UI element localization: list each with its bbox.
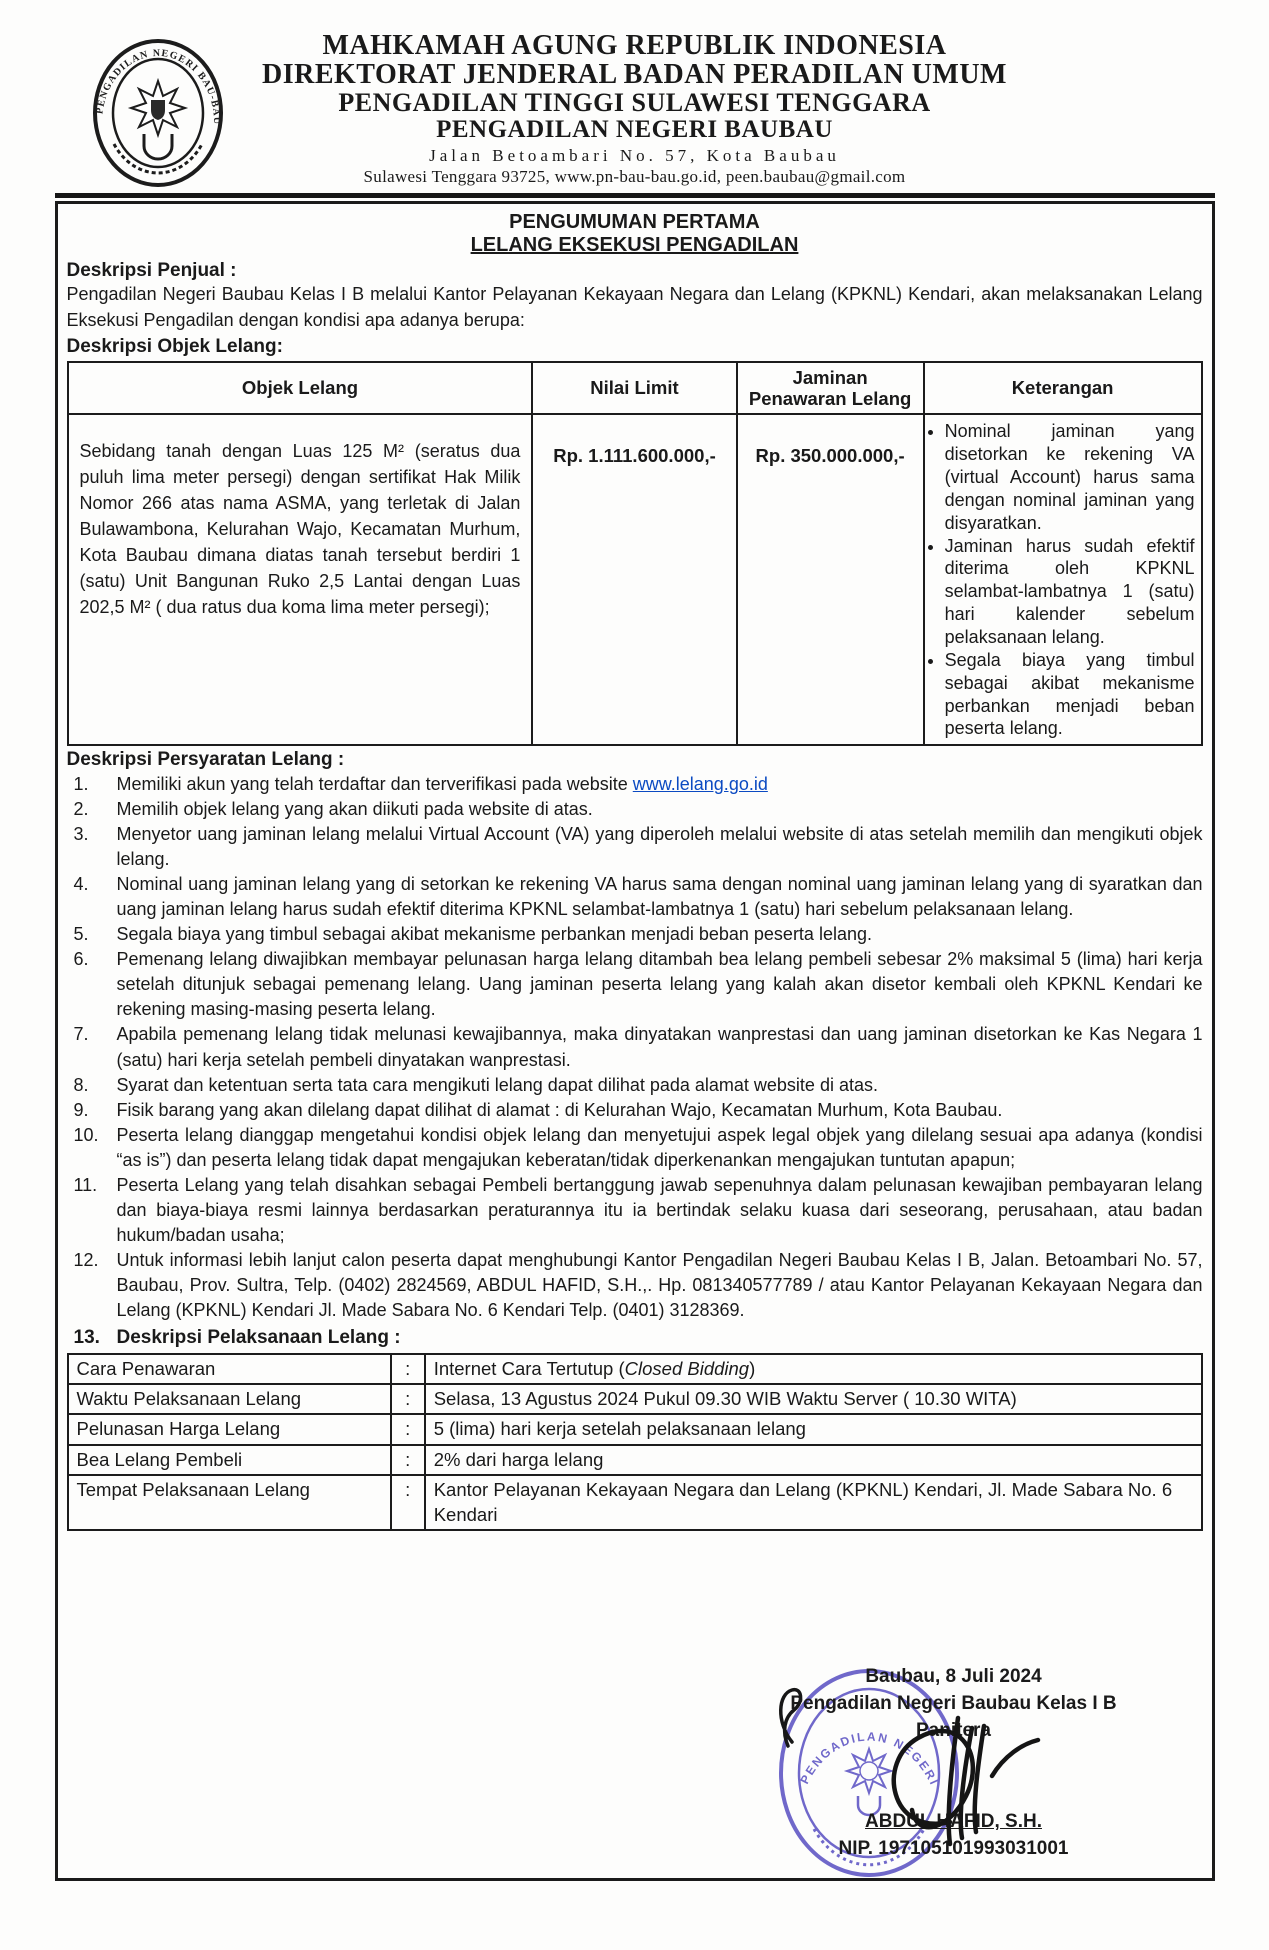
table-row [68, 1445, 1202, 1475]
object-table-header-row [68, 362, 1202, 415]
item-text: Fisik barang yang akan dilelang dapat dilihat di alamat : di Kelurahan Wajo, Kecamatan Murhum, Kota Baubau. [116, 1099, 1003, 1120]
exec-value-italic: Closed Bidding [624, 1357, 750, 1379]
item-text: Pemenang lelang diwajibkan membayar pelunasan harga lelang ditambah bea lelang pembeli sebesar 2% maksimal 5 (lima) hari kerja setelah ditunjuk sebagai pemenang lelang. Uang jaminan peserta lelang yang kalah akan disetor kembali oleh KPKNL Kendari ke rekening masing-masing peserta lelang. [116, 949, 1203, 1020]
exec-separator: : [391, 1354, 425, 1384]
list-item [67, 1248, 1203, 1323]
announcement-title-block [67, 211, 1203, 257]
list-item [67, 872, 1203, 922]
col-header-nilai-limit: Nilai Limit [532, 362, 736, 415]
list-item [67, 947, 1203, 1022]
limit-value-cell: Rp. 1.111.600.000,- [532, 414, 736, 745]
list-item [67, 1123, 1203, 1173]
announcement-subtitle: LELANG EKSEKUSI PENGADILAN [470, 234, 799, 257]
exec-value [425, 1354, 1202, 1384]
execution-heading-number: 13. [73, 1326, 100, 1348]
item-text: Nominal uang jaminan lelang yang di setorkan ke rekening VA harus sama dengan nominal uang jaminan lelang yang di syaratkan dan uang jaminan lelang harus sudah efektif diterima KPKNL selambat-lambatnya 1 (satu) hari sebelum pelaksanaan lelang. [116, 874, 1203, 920]
letterhead-contact-line: Sulawesi Tenggara 93725, www.pn-bau-bau.go.id, peen.baubau@gmail.com [363, 167, 906, 187]
exec-value: Kantor Pelayanan Kekayaan Negara dan Lelang (KPKNL) Kendari, Jl. Made Sabara No. 6 Kendari [425, 1475, 1202, 1530]
list-item [67, 822, 1203, 872]
item-text: Memiliki akun yang telah terdaftar dan terverifikasi pada website [116, 774, 633, 795]
list-item [67, 1098, 1203, 1123]
signature-office: Pengadilan Negeri Baubau Kelas I B [790, 1693, 1117, 1715]
item-number: 8. [73, 1074, 89, 1095]
signatory-name: ABDUL HAFID, S.H. [865, 1811, 1042, 1833]
seller-description: Pengadilan Negeri Baubau Kelas I B melalui Kantor Pelayanan Kekayaan Negara dan Lelang (KPKNL) Kendari, akan melaksanakan Lelang Eksekusi Pengadilan dengan kondisi apa adanya berupa: [66, 284, 1203, 330]
table-row [68, 1354, 1202, 1384]
item-number: 1. [73, 774, 89, 795]
item-number: 6. [73, 949, 89, 970]
remark-item: • Segala biaya yang timbul sebagai akibat mekanisme perbankan menjadi beban peserta lelang. [945, 649, 1195, 740]
auction-object-table [67, 361, 1203, 747]
object-heading: Deskripsi Objek Lelang: [66, 335, 283, 357]
item-number: 3. [73, 824, 89, 845]
letterhead-line-3: PENGADILAN TINGGI SULAWESI TENGGARA [338, 88, 931, 118]
remarks-cell [924, 414, 1202, 745]
table-row [68, 1475, 1202, 1530]
execution-heading-row [67, 1327, 1203, 1349]
remarks-bullet-list [927, 420, 1195, 740]
signature-block [704, 1664, 1204, 1870]
item-number: 9. [73, 1099, 89, 1120]
stamp-curved-text: PENGADILAN NEGERI [796, 1729, 942, 1789]
item-text: Memilih objek lelang yang akan diikuti pada website di atas. [116, 799, 593, 820]
item-number: 10. [73, 1124, 99, 1145]
item-text: Peserta Lelang yang telah disahkan sebagai Pembeli bertanggung jawab sepenuhnya dalam pelunasan kewajiban pembayaran lelang dan biaya-biaya resmi lainnya berdasarkan peraturannya itu ia bertindak selaku kuasa dari seseorang, perusahaan, atau badan hukum/badan usaha; [116, 1174, 1203, 1245]
item-number: 2. [73, 799, 89, 820]
exec-label: Bea Lelang Pembeli [68, 1445, 391, 1475]
signatory-nip: NIP. 197105101993031001 [838, 1838, 1069, 1860]
letterhead [0, 0, 1269, 187]
letterhead-divider [55, 193, 1215, 198]
exec-label: Pelunasan Harga Lelang [68, 1414, 391, 1444]
requirements-heading: Deskripsi Persyaratan Lelang : [66, 749, 345, 771]
col-header-objek-lelang: Objek Lelang [68, 362, 533, 415]
item-number: 11. [73, 1174, 98, 1195]
exec-separator: : [391, 1414, 425, 1444]
signature-icon [854, 1704, 1044, 1859]
list-item [67, 1073, 1203, 1098]
col-header-jaminan: Jaminan Penawaran Lelang [737, 362, 924, 415]
list-item [67, 797, 1203, 822]
seller-heading: Deskripsi Penjual : [66, 260, 237, 282]
table-row [68, 414, 1202, 745]
table-row [68, 1384, 1202, 1414]
exec-value-text: Internet Cara Tertutup ( [433, 1357, 625, 1379]
item-text: Syarat dan ketentuan serta tata cara mengikuti lelang dapat dilihat pada alamat website di atas. [116, 1074, 878, 1095]
list-item [67, 922, 1203, 947]
item-text: Segala biaya yang timbul sebagai akibat mekanisme perbankan menjadi beban peserta lelang. [116, 924, 872, 945]
list-item [67, 772, 1203, 797]
announcement-title: PENGUMUMAN PERTAMA [509, 211, 760, 234]
letterhead-line-4: PENGADILAN NEGERI BAUBAU [436, 116, 833, 144]
list-item [67, 1173, 1203, 1248]
execution-heading: Deskripsi Pelaksanaan Lelang : [116, 1326, 401, 1348]
exec-value: 5 (lima) hari kerja setelah pelaksanaan lelang [425, 1414, 1202, 1444]
item-text: Menyetor uang jaminan lelang melalui Virtual Account (VA) yang diperoleh melalui website di atas setelah memilih dan mengikuti objek lelang. [116, 824, 1203, 870]
exec-value: 2% dari harga lelang [425, 1445, 1202, 1475]
remark-item: • Nominal jaminan yang disetorkan ke rekening VA (virtual Account) harus sama dengan nominal jaminan yang disyaratkan. [945, 420, 1195, 534]
exec-separator: : [391, 1475, 425, 1530]
requirements-list [67, 772, 1203, 1322]
signature-role: Panitera [916, 1720, 991, 1742]
col-header-keterangan: Keterangan [924, 362, 1202, 415]
item-text: Peserta lelang dianggap mengetahui kondisi objek lelang dan menyetujui aspek legal objek yang dilelang sesuai apa adanya (kondisi “as is”) dan peserta lelang tidak dapat mengajukan keberatan/tidak diperkenankan mengajukan tuntutan apapun; [116, 1124, 1203, 1170]
exec-separator: : [391, 1445, 425, 1475]
guarantee-value-cell: Rp. 350.000.000,- [737, 414, 924, 745]
exec-value: Selasa, 13 Agustus 2024 Pukul 09.30 WIB Waktu Server ( 10.30 WITA) [425, 1384, 1202, 1414]
letterhead-line-2: DIREKTORAT JENDERAL BADAN PERADILAN UMUM [262, 58, 1007, 90]
exec-label: Waktu Pelaksanaan Lelang [68, 1384, 391, 1414]
exec-label: Tempat Pelaksanaan Lelang [68, 1475, 391, 1530]
exec-value-text: ) [749, 1357, 756, 1379]
court-seal-icon [88, 36, 228, 190]
lelang-website-link[interactable]: www.lelang.go.id [632, 774, 768, 795]
paraf-initial-icon [770, 1684, 810, 1750]
execution-details-table [67, 1353, 1203, 1531]
letterhead-street-address: Jalan Betoambari No. 57, Kota Baubau [429, 146, 840, 166]
item-number: 7. [73, 1024, 89, 1045]
item-number: 5. [73, 924, 89, 945]
item-number: 12. [73, 1249, 99, 1270]
item-number: 4. [73, 874, 89, 895]
item-text: Untuk informasi lebih lanjut calon peserta dapat menghubungi Kantor Pengadilan Negeri Baubau Kelas I B, Jalan. Betoambari No. 57, Baubau, Prov. Sultra, Telp. (0402) 2824569, ABDUL HAFID, S.H.,. Hp. 081340577789 / atau Kantor Pelayanan Kekayaan Negara dan Lelang (KPKNL) Kendari Jl. Made Sabara No. 6 Kendari Telp. (0401) 3128369. [116, 1249, 1203, 1320]
remark-item: • Jaminan harus sudah efektif diterima oleh KPKNL selambat-lambatnya 1 (satu) hari kalender sebelum pelaksanaan lelang. [945, 535, 1195, 649]
item-text: Apabila pemenang lelang tidak melunasi kewajibannya, maka dinyatakan wanprestasi dan uang jaminan disetorkan ke Kas Negara 1 (satu) hari kerja setelah pembeli dinyatakan wanprestasi. [116, 1024, 1203, 1070]
exec-label: Cara Penawaran [68, 1354, 391, 1384]
seal-curved-text: PENGADILAN NEGERI BAU-BAU [94, 47, 223, 126]
object-description-cell: Sebidang tanah dengan Luas 125 M² (seratus dua puluh lima meter persegi) dengan sertifikat Hak Milik Nomor 266 atas nama ASMA, yang terletak di Jalan Bulawambona, Kelurahan Wajo, Kecamatan Murhum, Kota Baubau dimana diatas tanah tersebut berdiri 1 (satu) Unit Bangunan Ruko 2,5 Lantai dengan Luas 202,5 M² ( dua ratus dua koma lima meter persegi); [68, 414, 533, 745]
table-row [68, 1414, 1202, 1444]
list-item [67, 1022, 1203, 1072]
exec-separator: : [391, 1384, 425, 1414]
announcement-box [55, 201, 1215, 1881]
letterhead-line-1: MAHKAMAH AGUNG REPUBLIK INDONESIA [322, 30, 947, 61]
signature-place-date: Baubau, 8 Juli 2024 [865, 1666, 1042, 1688]
